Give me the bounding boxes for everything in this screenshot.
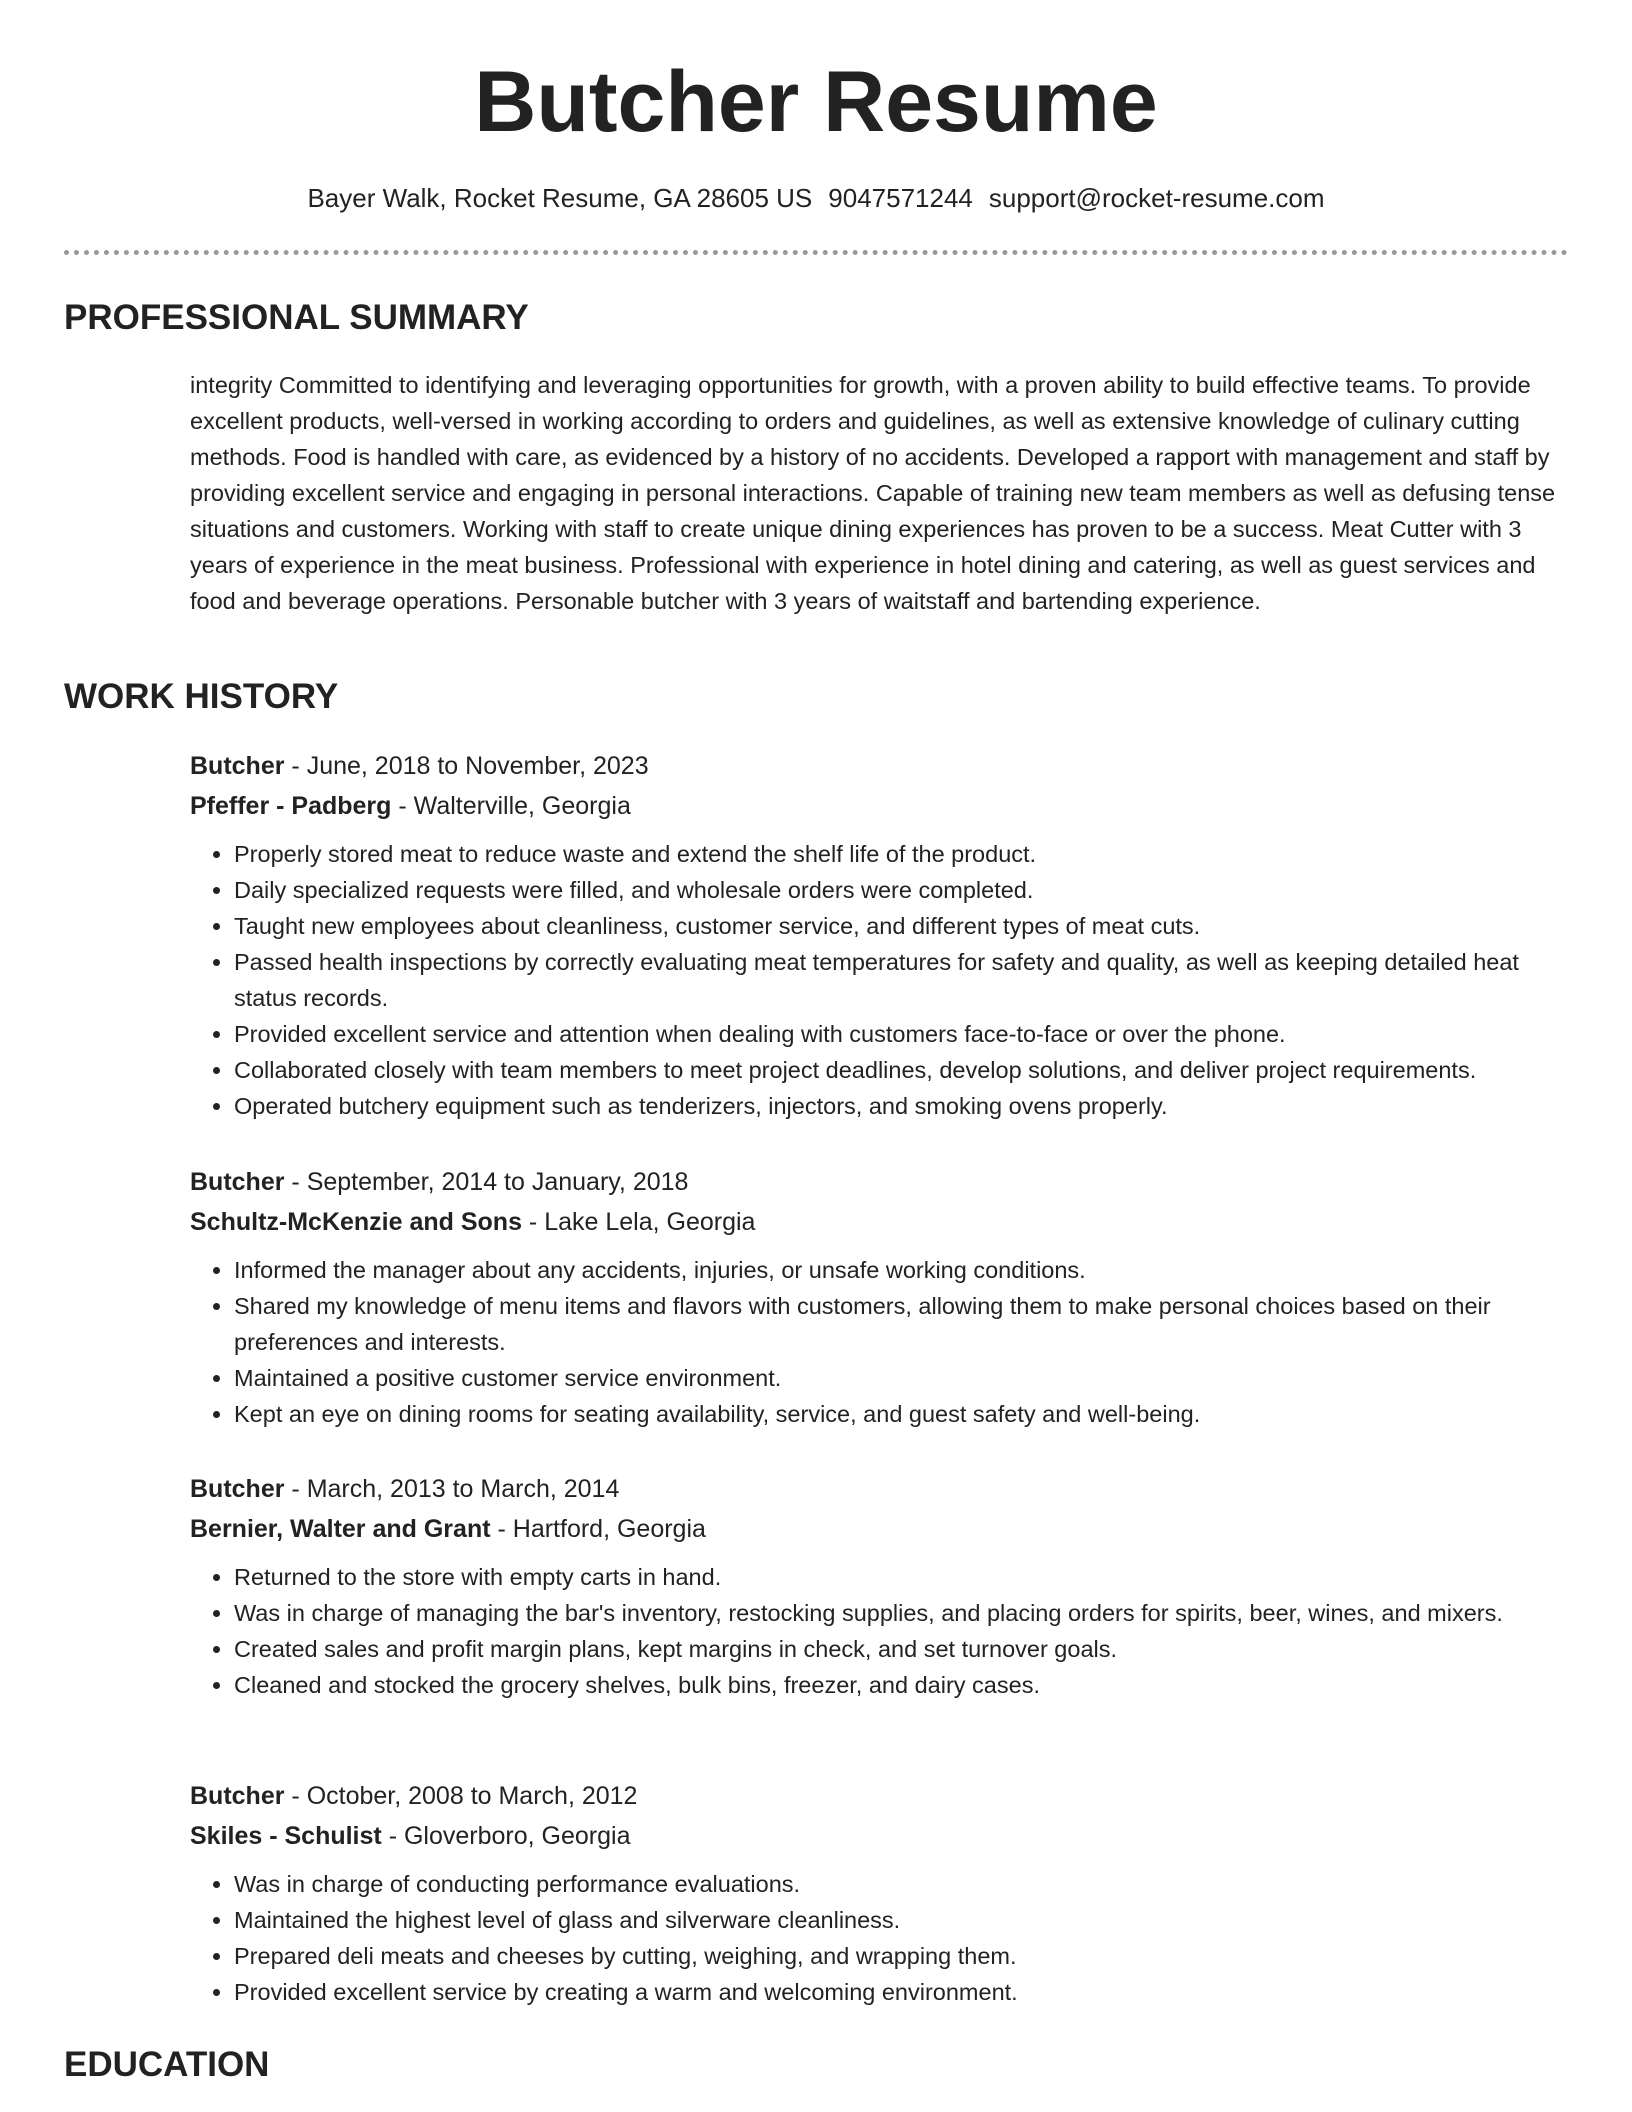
job-location: Walterville, Georgia [413,792,631,820]
job-company-line [190,1202,1580,1242]
job-title-line [190,1469,1580,1509]
job-company: Skiles - Schulist [190,1822,382,1850]
job-dates: March, 2013 to March, 2014 [306,1475,620,1503]
separator: - [381,1822,404,1850]
section-heading-summary: PROFESSIONAL SUMMARY [64,298,529,337]
list-item: • Cleaned and stocked the grocery shelves, bulk bins, freezer, and dairy cases. [234,1667,1580,1703]
separator: - [391,792,414,820]
job-entry [190,1776,1580,2010]
contact-address: Bayer Walk, Rocket Resume, GA 28605 US [307,183,813,213]
list-item: • Returned to the store with empty carts in hand. [234,1559,1580,1595]
list-item: • Collaborated closely with team members to meet project deadlines, develop solutions, and deliver project requirements. [234,1052,1580,1088]
job-title-line [190,1162,1580,1202]
job-bullets [190,1866,1580,2010]
list-item: • Shared my knowledge of menu items and flavors with customers, allowing them to make personal choices based on their preferences and interests. [234,1288,1580,1360]
contact-phone: 9047571244 [828,183,973,213]
separator: - [284,752,307,780]
job-bullets [190,1559,1580,1703]
list-item: • Provided excellent service by creating a warm and welcoming environment. [234,1974,1580,2010]
job-dates: September, 2014 to January, 2018 [306,1168,689,1196]
list-item: • Maintained a positive customer service environment. [234,1360,1580,1396]
section-heading-work-history: WORK HISTORY [64,677,339,716]
job-title-line [190,746,1580,786]
job-title-line [190,1776,1580,1816]
job-title: Butcher [190,1168,285,1196]
list-item: • Prepared deli meats and cheeses by cutting, weighing, and wrapping them. [234,1938,1580,1974]
job-bullets [190,836,1580,1124]
list-item: • Provided excellent service and attention when dealing with customers face-to-face or over the phone. [234,1016,1580,1052]
job-bullets [190,1252,1580,1432]
separator: - [490,1515,513,1543]
job-entry [190,1469,1580,1703]
section-heading-education: EDUCATION [64,2045,270,2084]
job-company: Bernier, Walter and Grant [190,1515,491,1543]
list-item: • Kept an eye on dining rooms for seating availability, service, and guest safety and well-being. [234,1396,1580,1432]
resume-title: Butcher Resume [474,54,1158,150]
list-item: • Maintained the highest level of glass and silverware cleanliness. [234,1902,1580,1938]
job-company: Schultz-McKenzie and Sons [190,1208,522,1236]
contact-line [0,180,1632,216]
list-item: • Was in charge of conducting performance evaluations. [234,1866,1580,1902]
list-item: • Operated butchery equipment such as tenderizers, injectors, and smoking ovens properly. [234,1088,1580,1124]
list-item: • Informed the manager about any accidents, injuries, or unsafe working conditions. [234,1252,1580,1288]
list-item: • Daily specialized requests were filled, and wholesale orders were completed. [234,872,1580,908]
separator: - [284,1782,307,1810]
job-company: Pfeffer - Padberg [190,792,392,820]
job-title: Butcher [190,1475,285,1503]
job-location: Gloverboro, Georgia [403,1822,631,1850]
list-item: • Passed health inspections by correctly evaluating meat temperatures for safety and quality, as well as keeping detailed heat status records. [234,944,1580,1016]
job-title: Butcher [190,752,285,780]
separator: - [284,1168,307,1196]
summary-text: integrity Committed to identifying and leveraging opportunities for growth, with a proven ability to build effective teams. To provide excellent products, well-versed in working according to orders and guidelines, as well as extensive knowledge of culinary cutting methods. Food is handled with care, as evidenced by a history of no accidents. Developed a rapport with management and staff by providing excellent service and engaging in personal interactions. Capable of training new team members as well as defusing tense situations and customers. Working with staff to create unique dining experiences has proven to be a success. Meat Cutter with 3 years of experience in the meat business. Professional with experience in hotel dining and catering, as well as guest services and food and beverage operations. Personable butcher with 3 years of waitstaff and bartending experience. [190,372,1556,614]
job-entry [190,1162,1580,1432]
separator: - [284,1475,307,1503]
list-item: • Created sales and profit margin plans, kept margins in check, and set turnover goals. [234,1631,1580,1667]
job-company-line [190,1816,1580,1856]
job-location: Hartford, Georgia [512,1515,706,1543]
job-location: Lake Lela, Georgia [544,1208,756,1236]
header-divider [64,250,1568,255]
contact-email: support@rocket-resume.com [988,183,1325,213]
separator: - [521,1208,545,1236]
job-company-line [190,786,1580,826]
list-item: • Taught new employees about cleanliness, customer service, and different types of meat cuts. [234,908,1580,944]
list-item: • Was in charge of managing the bar's inventory, restocking supplies, and placing orders for spirits, beer, wines, and mixers. [234,1595,1580,1631]
job-dates: October, 2008 to March, 2012 [306,1782,638,1810]
list-item: • Properly stored meat to reduce waste and extend the shelf life of the product. [234,836,1580,872]
job-company-line [190,1509,1580,1549]
job-title: Butcher [190,1782,285,1810]
job-entry [190,746,1580,1124]
job-dates: June, 2018 to November, 2023 [306,752,649,780]
